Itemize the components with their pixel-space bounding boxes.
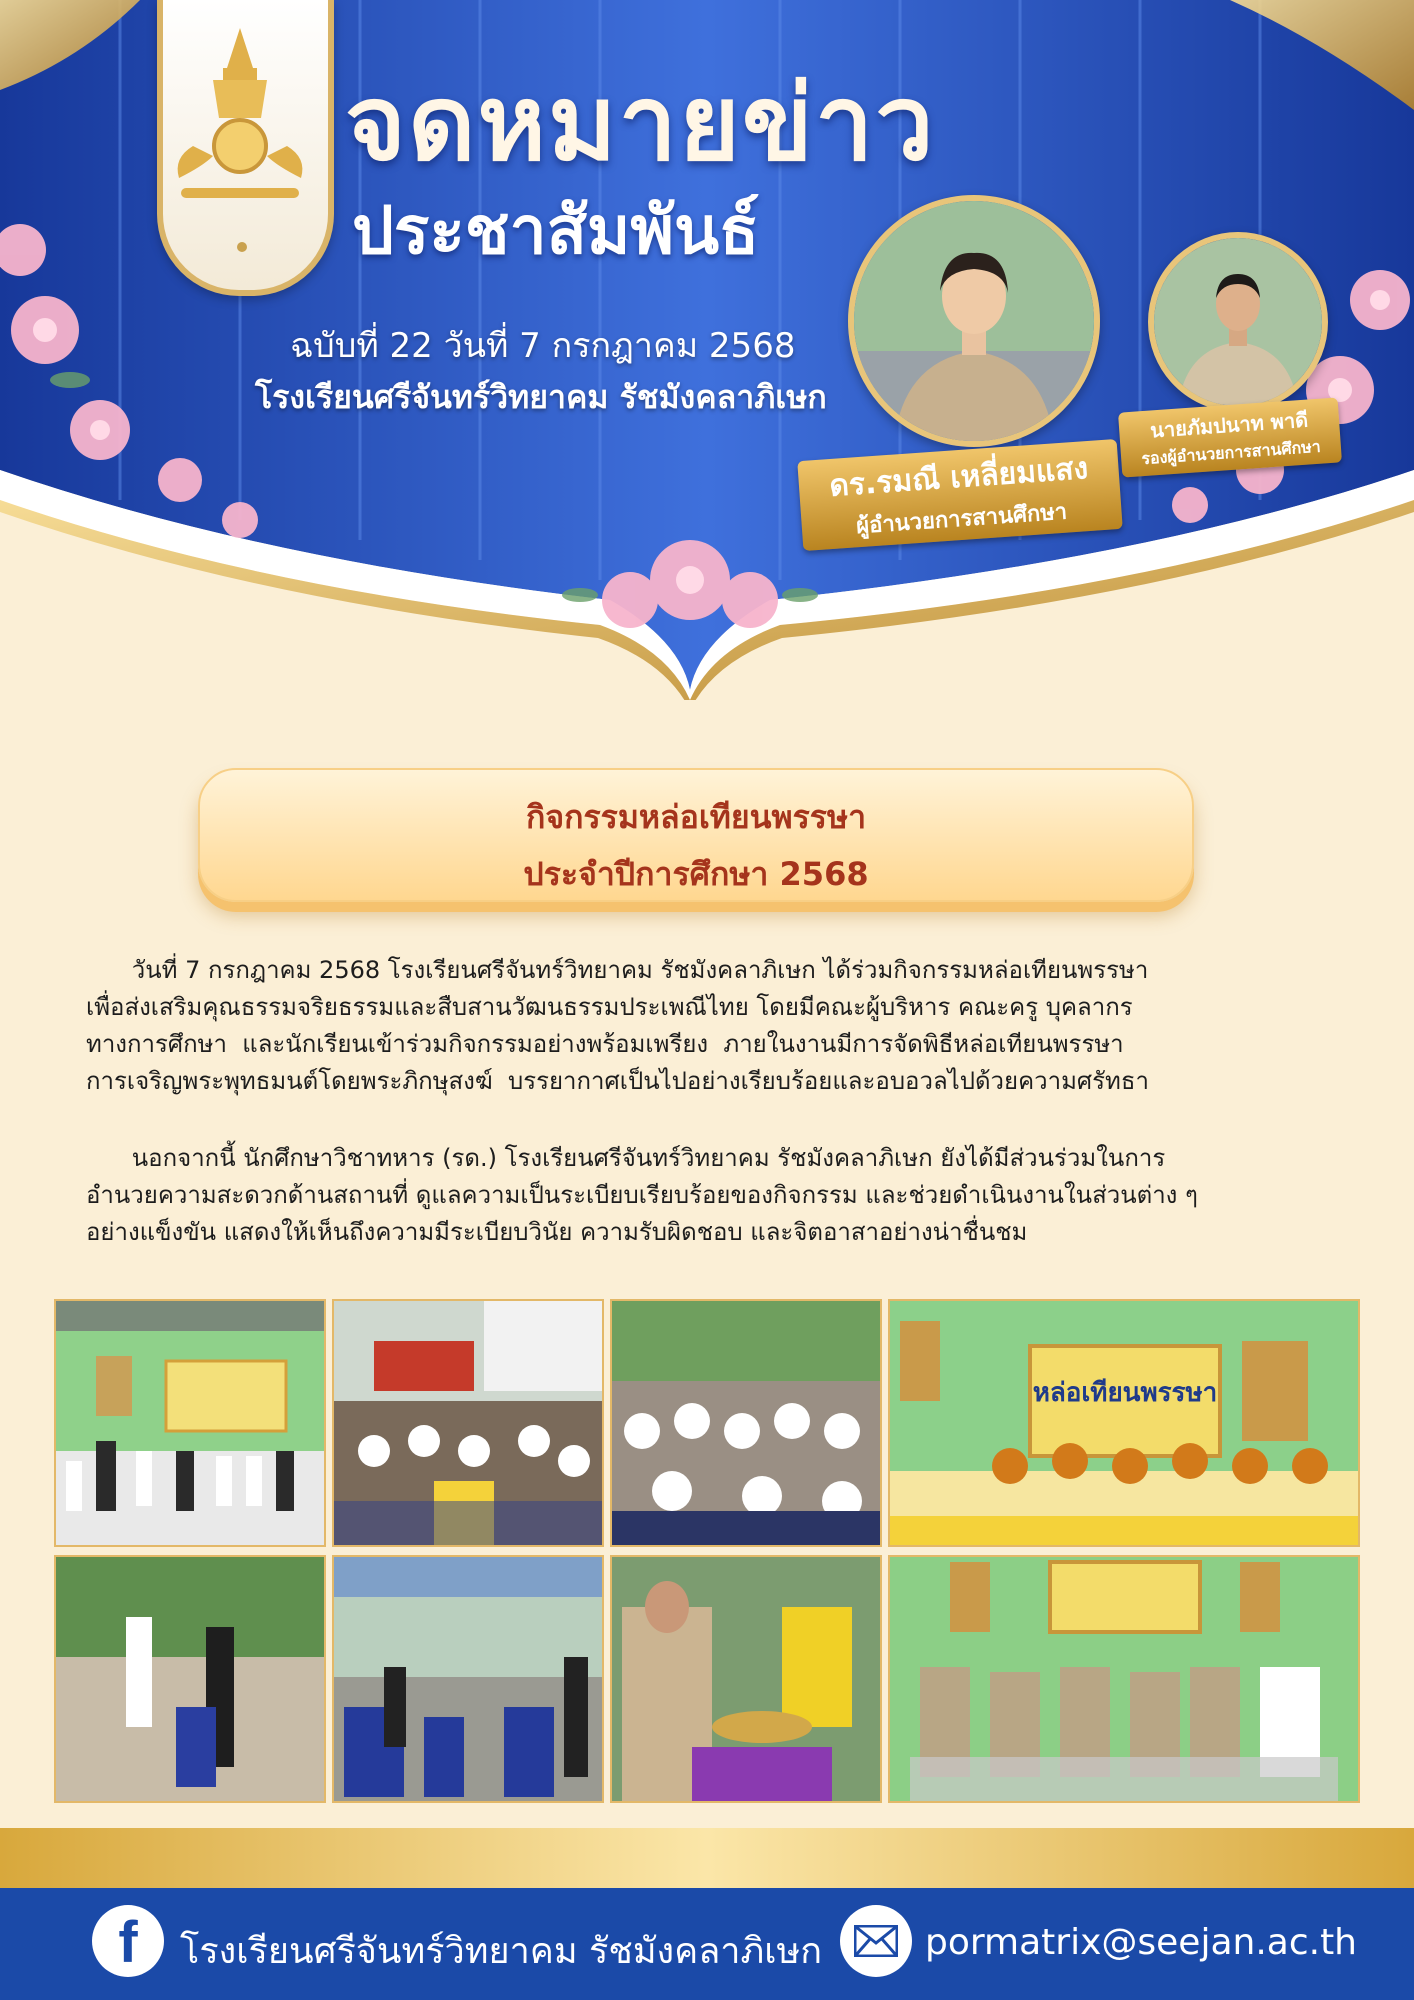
paragraph-line: วันที่ 7 กรกฎาคม 2568 โรงเรียนศรีจันทร์วิทยาคม รัชมังคลาภิเษก ได้ร่วมกิจกรรมหล่อเทียนพรรษา [86,956,1149,984]
paragraph-line: เพื่อส่งเสริมคุณธรรมจริยธรรมและสืบสานวัฒนธรรมประเพณีไทย โดยมีคณะผู้บริหาร คณะครู บุคลากร [86,993,1133,1021]
issue-line: ฉบับที่ 22 วันที่ 7 กรกฎาคม 2568 [290,326,796,366]
facebook-page-link[interactable]: โรงเรียนศรีจันทร์วิทยาคม รัชมังคลาภิเษก [180,1931,823,1972]
facebook-icon[interactable]: f [92,1905,164,1977]
paragraph-line: การเจริญพระพุทธมนต์โดยพระภิกษุสงฆ์ บรรยากาศเป็นไปอย่างเรียบร้อยและอบอวลไปด้วยความศรัทธา [86,1067,1149,1095]
paragraph-line: ทางการศึกษา และนักเรียนเข้าร่วมกิจกรรมอย่างพร้อมเพรียง ภายในงานมีการจัดพิธีหล่อเทียนพรรษา [86,1030,1124,1058]
gallery-photo[interactable] [888,1299,1360,1547]
deputy-director-photo [1148,232,1328,412]
article-paragraph-2 [86,1140,1346,1251]
deputy-position: รองผู้อำนวยการสานศึกษา [1140,436,1322,469]
gallery-photo[interactable] [888,1555,1360,1803]
director-position: ผู้อำนวยการสานศึกษา [855,499,1068,540]
topic-subtitle: ประจำปีการศึกษา 2568 [523,855,869,893]
newsletter-title: จดหมายข่าว [345,62,936,184]
emblem-dot [237,242,247,252]
gallery-photo[interactable] [54,1555,326,1803]
paragraph-line: นอกจากนี้ นักศึกษาวิชาทหาร (รด.) โรงเรียนศรีจันทร์วิทยาคม รัชมังคลาภิเษก ยังได้มีส่วนร่วมในการ [86,1144,1166,1172]
topic-banner [198,768,1194,902]
school-emblem-icon [173,28,307,208]
deputy-name: นายภัมปนาท พาดี [1149,407,1309,443]
paragraph-line: อำนวยความสะดวกด้านสถานที่ ดูแลความเป็นระเบียบเรียบร้อยของกิจกรรม และช่วยดำเนินงานในส่วนต่าง ๆ [86,1181,1198,1209]
director-name: ดร.รมณี เหลี่ยมแสง [828,451,1090,505]
school-name: โรงเรียนศรีจันทร์วิทยาคม รัชมังคลาภิเษก [255,378,827,416]
gallery-banner-text: หล่อเทียนพรรษา [1032,1378,1218,1408]
gold-band [0,1828,1414,1888]
gallery-photo[interactable] [54,1299,326,1547]
director-photo [848,195,1100,447]
gallery-photo[interactable] [332,1299,604,1547]
mail-icon[interactable] [840,1905,912,1977]
topic-title: กิจกรรมหล่อเทียนพรรษา [525,798,867,836]
paragraph-line: อย่างแข็งขัน แสดงให้เห็นถึงความมีระเบียบวินัย ความรับผิดชอบ และจิตอาสาอย่างน่าชื่นชม [86,1218,1028,1246]
newsletter-header [0,0,1414,700]
article-paragraph-1 [86,952,1346,1100]
gallery-photo[interactable] [332,1555,604,1803]
school-emblem [157,0,334,296]
gallery-photo[interactable] [610,1555,882,1803]
newsletter-subtitle: ประชาสัมพันธ์ [352,192,760,269]
email-link[interactable]: pormatrix@seejan.ac.th [925,1922,1357,1963]
gallery-photo[interactable] [610,1299,882,1547]
